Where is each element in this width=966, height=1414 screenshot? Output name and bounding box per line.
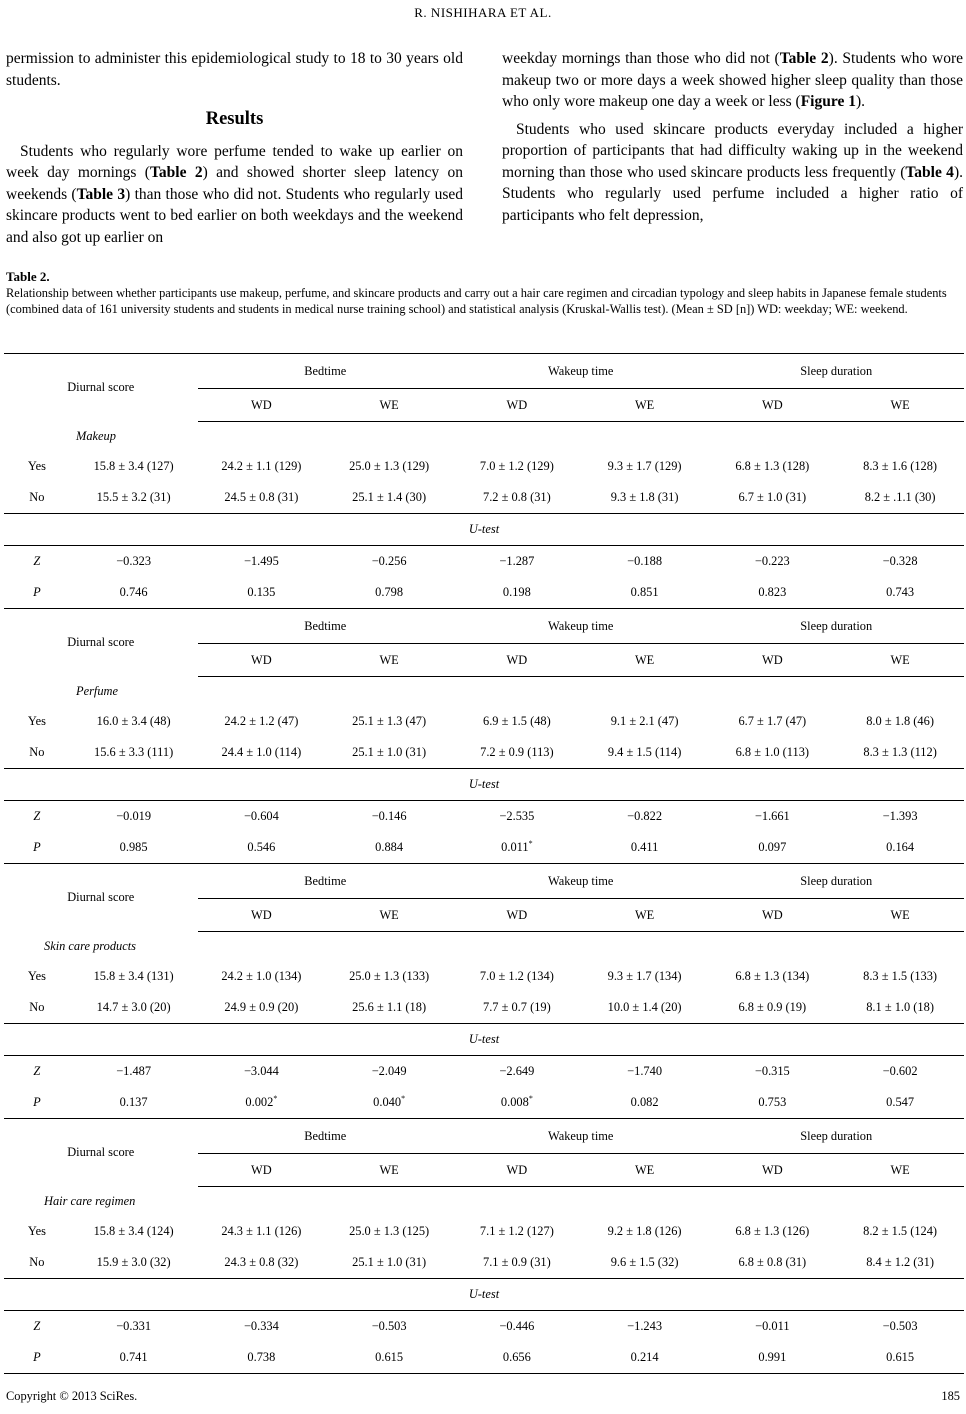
p-value-text: 0.656 — [502, 1350, 531, 1364]
we-header: WE — [836, 389, 964, 422]
table-cell: 7.1 ± 0.9 (31) — [453, 1247, 581, 1279]
we-header: WE — [836, 1154, 964, 1187]
p-value-text: 0.823 — [758, 585, 787, 599]
z-row — [4, 801, 964, 833]
table-cell: 25.1 ± 1.0 (31) — [325, 737, 453, 769]
p-value — [708, 832, 836, 864]
p-value — [70, 1342, 198, 1374]
category-row — [4, 1187, 964, 1217]
sleep-duration-header: Sleep duration — [708, 354, 964, 389]
p-value — [453, 577, 581, 609]
p-value — [581, 1342, 709, 1374]
table-row — [4, 451, 964, 482]
p-value — [70, 577, 198, 609]
table-row — [4, 1216, 964, 1247]
table-label: Table 2. — [6, 269, 50, 284]
p-value — [836, 577, 964, 609]
wd-header: WD — [198, 644, 326, 677]
table-cell: 7.7 ± 0.7 (19) — [453, 992, 581, 1024]
table-header-row — [4, 864, 964, 899]
p-value — [325, 832, 453, 864]
table-cell: 25.1 ± 1.0 (31) — [325, 1247, 453, 1279]
table-cell: 9.4 ± 1.5 (114) — [581, 737, 709, 769]
category-label: Makeup — [76, 429, 116, 443]
z-value: −1.740 — [627, 1064, 663, 1078]
z-label: Z — [33, 809, 41, 823]
p-value — [708, 1342, 836, 1374]
row-label: No — [4, 737, 70, 769]
table-cell: 25.0 ± 1.3 (125) — [349, 1224, 430, 1238]
wakeup-time-header: Wakeup time — [453, 354, 708, 389]
significance-marker: * — [528, 1094, 533, 1104]
table-cell: 8.3 ± 1.6 (128) — [863, 459, 938, 473]
table-cell: 7.0 ± 1.2 (134) — [479, 969, 554, 983]
utest-row — [4, 1279, 964, 1311]
table-cell: 6.8 ± 1.0 (113) — [708, 737, 836, 769]
table-cell: 24.2 ± 1.2 (47) — [224, 714, 299, 728]
significance-marker: * — [401, 1094, 406, 1104]
p-value-text: 0.137 — [119, 1095, 148, 1109]
p-label: P — [33, 1095, 41, 1109]
p-value-text: 0.615 — [886, 1350, 915, 1364]
results-heading: Results — [205, 109, 264, 129]
wakeup-time-header: Wakeup time — [453, 864, 708, 899]
running-head: R. NISHIHARA ET AL. — [414, 5, 552, 20]
table-cell: 24.3 ± 1.1 (126) — [221, 1224, 302, 1238]
table-row — [4, 1247, 964, 1279]
z-value: −0.188 — [627, 554, 663, 568]
wd-header: WD — [453, 899, 581, 932]
p-value — [836, 1342, 964, 1374]
p-value — [198, 577, 326, 609]
p-value — [581, 577, 709, 609]
p-value-text: 0.002 — [245, 1095, 274, 1110]
table-cell: 9.3 ± 1.7 (134) — [607, 969, 682, 983]
diurnal-score-header: Diurnal score — [4, 354, 198, 422]
table-cell: 24.5 ± 0.8 (31) — [198, 482, 326, 514]
table-caption — [6, 269, 964, 317]
z-value: −3.044 — [243, 1064, 279, 1078]
row-label: Yes — [27, 969, 46, 983]
z-label: Z — [33, 1319, 41, 1333]
p-value-text: 0.798 — [375, 585, 404, 599]
right-paragraph-1: weekday mornings than those who did not (Table 2). Students who wore makeup two or more days a week showed higher sleep quality than those who only wore makeup one day a week or less (Figure 1). — [502, 50, 963, 110]
z-value: −0.223 — [754, 554, 790, 568]
p-value — [453, 1342, 581, 1374]
bedtime-header: Bedtime — [198, 609, 454, 644]
utest-row — [4, 1024, 964, 1056]
z-value: −1.661 — [754, 809, 790, 823]
row-label: Yes — [27, 459, 46, 473]
p-value-text: 0.097 — [758, 840, 787, 854]
right-column — [502, 48, 963, 226]
p-value — [581, 832, 709, 864]
row-label: No — [4, 482, 70, 514]
row-label: No — [4, 992, 70, 1024]
table-cell: 24.4 ± 1.0 (114) — [198, 737, 326, 769]
p-value — [70, 1087, 198, 1119]
figure-1-ref[interactable]: Figure 1 — [800, 93, 856, 110]
table-cell: 15.8 ± 3.4 (131) — [93, 969, 174, 983]
p-value — [70, 832, 198, 864]
p-value — [708, 1087, 836, 1119]
p-value-text: 0.011 — [501, 840, 529, 855]
table-cell: 9.3 ± 1.7 (129) — [607, 459, 682, 473]
p-value — [708, 577, 836, 609]
z-value: −0.019 — [116, 809, 152, 823]
bedtime-header: Bedtime — [198, 864, 454, 899]
table-cell: 14.7 ± 3.0 (20) — [70, 992, 198, 1024]
z-value: −0.446 — [499, 1319, 535, 1333]
p-label: P — [33, 840, 41, 854]
table-cell: 24.3 ± 0.8 (32) — [198, 1247, 326, 1279]
wakeup-time-header: Wakeup time — [453, 609, 708, 644]
p-row — [4, 1342, 964, 1374]
we-header: WE — [325, 1154, 453, 1187]
bedtime-header: Bedtime — [198, 1119, 454, 1154]
wd-header: WD — [708, 389, 836, 422]
utest-label: U-test — [4, 514, 964, 546]
table-cell: 8.2 ± .1.1 (30) — [836, 482, 964, 514]
category-label: Perfume — [76, 684, 118, 698]
p-value-text: 0.741 — [119, 1350, 148, 1364]
we-header: WE — [581, 899, 709, 932]
table-cell: 8.4 ± 1.2 (31) — [836, 1247, 964, 1279]
z-value: −0.146 — [371, 809, 407, 823]
p-value-text: 0.753 — [758, 1095, 787, 1109]
p-row — [4, 1087, 964, 1119]
p-value — [453, 832, 581, 864]
row-label: No — [4, 1247, 70, 1279]
significance-marker: * — [528, 839, 533, 849]
we-header: WE — [836, 644, 964, 677]
diurnal-score-header: Diurnal score — [4, 1119, 198, 1187]
data-table — [4, 353, 964, 1374]
we-header: WE — [325, 644, 453, 677]
p-value-text: 0.164 — [886, 840, 915, 854]
z-value: −0.011 — [755, 1319, 790, 1333]
sleep-duration-header: Sleep duration — [708, 864, 964, 899]
table-4-ref[interactable]: Table 4 — [905, 163, 954, 181]
z-row — [4, 1056, 964, 1088]
wd-header: WD — [708, 644, 836, 677]
table-row — [4, 992, 964, 1024]
table-cell: 8.1 ± 1.0 (18) — [836, 992, 964, 1024]
table-cell: 9.3 ± 1.8 (31) — [581, 482, 709, 514]
p-value-text: 0.738 — [247, 1350, 276, 1364]
p-value-text: 0.198 — [502, 585, 531, 599]
table-cell: 7.0 ± 1.2 (129) — [479, 459, 554, 473]
row-label: Yes — [27, 714, 46, 728]
table-cell: 15.8 ± 3.4 (124) — [93, 1224, 174, 1238]
p-value-text: 0.135 — [247, 585, 276, 599]
sleep-duration-header: Sleep duration — [708, 609, 964, 644]
z-value: −2.535 — [499, 809, 535, 823]
p-value-text: 0.547 — [886, 1095, 915, 1109]
utest-label: U-test — [4, 1024, 964, 1056]
z-value: −0.315 — [754, 1064, 790, 1078]
p-value-text: 0.743 — [886, 585, 915, 599]
z-value: −0.604 — [243, 809, 279, 823]
we-header: WE — [581, 644, 709, 677]
we-header: WE — [325, 899, 453, 932]
wd-header: WD — [198, 899, 326, 932]
z-value: −0.334 — [243, 1319, 279, 1333]
table-cell: 25.1 ± 1.4 (30) — [325, 482, 453, 514]
p-value — [325, 1087, 453, 1119]
table-cell: 9.6 ± 1.5 (32) — [581, 1247, 709, 1279]
table-cell: 6.7 ± 1.7 (47) — [738, 714, 807, 728]
p-value-text: 0.851 — [630, 585, 659, 599]
p-value-text: 0.040 — [373, 1095, 402, 1110]
right-paragraph-2: Students who used skincare products everyday included a higher proportion of participants that had difficulty waking up in the weekend morning than those who used skincare products less frequently (Table 4). Students who regularly used perfume included a higher ratio of participants who felt depression, — [502, 120, 963, 224]
p-row — [4, 832, 964, 864]
z-label: Z — [33, 1064, 41, 1078]
category-row — [4, 677, 964, 707]
table-header-row — [4, 1119, 964, 1154]
row-label: Yes — [27, 1224, 46, 1238]
category-row — [4, 422, 964, 452]
table-cell: 6.8 ± 0.9 (19) — [708, 992, 836, 1024]
diurnal-score-header: Diurnal score — [4, 864, 198, 932]
table-caption-text: Relationship between whether participants use makeup, perfume, and skincare products and carry out a hair care regimen and circadian typology and sleep habits in Japanese female students (combined data of 161 university students and students in medical nurse training school) and statistical analysis (Kruskal-Wallis test). (Mean ± SD [n]) WD: weekday; WE: weekend. — [6, 286, 947, 316]
p-value-text: 0.746 — [119, 585, 148, 599]
table-cell: 6.8 ± 1.3 (126) — [735, 1224, 810, 1238]
table-cell: 6.8 ± 1.3 (134) — [735, 969, 810, 983]
table-2-ref[interactable]: Table 2 — [779, 50, 829, 67]
z-value: −1.393 — [882, 809, 918, 823]
p-value-text: 0.615 — [375, 1350, 404, 1364]
z-value: −1.243 — [627, 1319, 663, 1333]
table-cell: 7.1 ± 1.2 (127) — [479, 1224, 554, 1238]
category-row — [4, 932, 964, 962]
table-cell: 24.9 ± 0.9 (20) — [198, 992, 326, 1024]
p-value-text: 0.082 — [630, 1095, 659, 1109]
table-cell: 25.0 ± 1.3 (129) — [349, 459, 430, 473]
wd-header: WD — [708, 1154, 836, 1187]
table-cell: 16.0 ± 3.4 (48) — [96, 714, 171, 728]
z-value: −2.649 — [499, 1064, 535, 1078]
we-header: WE — [836, 899, 964, 932]
table-header-row — [4, 354, 964, 389]
z-value: −1.495 — [243, 554, 279, 568]
we-header: WE — [581, 389, 709, 422]
p-value — [325, 1342, 453, 1374]
we-header: WE — [581, 1154, 709, 1187]
z-value: −1.487 — [116, 1064, 152, 1078]
p-value — [198, 832, 326, 864]
p-value — [198, 1342, 326, 1374]
left-paragraph-1: permission to administer this epidemiological study to 18 to 30 years old students. — [6, 50, 463, 89]
wd-header: WD — [453, 389, 581, 422]
table-2-ref[interactable]: Table 2 — [149, 164, 203, 181]
p-label: P — [33, 585, 41, 599]
z-value: −0.331 — [116, 1319, 152, 1333]
z-value: −0.328 — [882, 554, 918, 568]
table-cell: 8.0 ± 1.8 (46) — [866, 714, 934, 728]
z-row — [4, 546, 964, 578]
table-row — [4, 706, 964, 737]
utest-row — [4, 769, 964, 801]
utest-row — [4, 514, 964, 546]
table-cell: 10.0 ± 1.4 (20) — [581, 992, 709, 1024]
z-value: −0.602 — [882, 1064, 918, 1078]
p-value-text: 0.884 — [375, 840, 404, 854]
z-value: −0.323 — [116, 554, 152, 568]
p-label: P — [4, 1342, 70, 1374]
table-cell: 15.9 ± 3.0 (32) — [70, 1247, 198, 1279]
p-value-text: 0.546 — [247, 840, 276, 854]
table-cell: 15.8 ± 3.4 (127) — [93, 459, 174, 473]
significance-marker: * — [273, 1094, 278, 1104]
z-value: −2.049 — [371, 1064, 407, 1078]
p-value — [836, 1087, 964, 1119]
table-cell: 25.1 ± 1.3 (47) — [352, 714, 427, 728]
p-value-text: 0.214 — [630, 1350, 659, 1364]
table-cell: 24.2 ± 1.0 (134) — [221, 969, 302, 983]
copyright: Copyright © 2013 SciRes. — [6, 1389, 138, 1403]
table-cell: 8.2 ± 1.5 (124) — [863, 1224, 938, 1238]
category-label: Hair care regimen — [44, 1194, 136, 1208]
left-paragraph-2: Students who regularly wore perfume tended to wake up earlier on week day mornings (Table 2) and showed shorter sleep latency on weekends (Table 3) than those who did not. Students who regularly used skincare products went to bed earlier on both weekdays and the weekend and also got up earlier on — [6, 142, 463, 246]
table-cell: 8.3 ± 1.3 (112) — [836, 737, 964, 769]
wd-header: WD — [453, 1154, 581, 1187]
table-cell: 15.5 ± 3.2 (31) — [70, 482, 198, 514]
p-value-text: 0.008 — [500, 1095, 529, 1110]
table-cell: 9.1 ± 2.1 (47) — [610, 714, 679, 728]
table-cell: 7.2 ± 0.8 (31) — [453, 482, 581, 514]
table-row — [4, 482, 964, 514]
table-cell: 25.6 ± 1.1 (18) — [325, 992, 453, 1024]
p-value — [198, 1087, 326, 1119]
page-number: 185 — [941, 1389, 960, 1403]
table-cell: 6.7 ± 1.0 (31) — [708, 482, 836, 514]
table-cell: 6.9 ± 1.5 (48) — [483, 714, 551, 728]
wd-header: WD — [198, 1154, 326, 1187]
table-cell: 9.2 ± 1.8 (126) — [607, 1224, 682, 1238]
wakeup-time-header: Wakeup time — [453, 1119, 708, 1154]
table-cell: 7.2 ± 0.9 (113) — [453, 737, 581, 769]
z-value: −1.287 — [499, 554, 535, 568]
utest-label: U-test — [4, 769, 964, 801]
z-value: −0.503 — [371, 1319, 407, 1333]
we-header: WE — [325, 389, 453, 422]
table-cell: 6.8 ± 0.8 (31) — [708, 1247, 836, 1279]
table-header-row — [4, 609, 964, 644]
z-value: −0.822 — [627, 809, 663, 823]
sleep-duration-header: Sleep duration — [708, 1119, 964, 1154]
category-label: Skin care products — [44, 939, 136, 953]
p-value — [453, 1087, 581, 1119]
table-row — [4, 961, 964, 992]
p-row — [4, 577, 964, 609]
utest-label: U-test — [4, 1279, 964, 1311]
wd-header: WD — [708, 899, 836, 932]
table-row — [4, 737, 964, 769]
z-label: Z — [33, 554, 41, 568]
table-cell: 24.2 ± 1.1 (129) — [221, 459, 302, 473]
p-value — [581, 1087, 709, 1119]
wd-header: WD — [453, 644, 581, 677]
wd-header: WD — [198, 389, 326, 422]
diurnal-score-header: Diurnal score — [4, 609, 198, 677]
p-value — [836, 832, 964, 864]
p-value-text: 0.411 — [630, 840, 659, 854]
table-cell: 8.3 ± 1.5 (133) — [863, 969, 938, 983]
p-value — [325, 577, 453, 609]
bedtime-header: Bedtime — [198, 354, 454, 389]
z-value: −0.256 — [371, 554, 407, 568]
table-3-ref[interactable]: Table 3 — [76, 185, 126, 203]
left-column — [6, 48, 463, 248]
table-cell: 15.6 ± 3.3 (111) — [70, 737, 198, 769]
table-cell: 6.8 ± 1.3 (128) — [735, 459, 810, 473]
z-row — [4, 1311, 964, 1343]
table-cell: 25.0 ± 1.3 (133) — [349, 969, 430, 983]
p-value-text: 0.985 — [119, 840, 148, 854]
z-value: −0.503 — [882, 1319, 918, 1333]
p-value-text: 0.991 — [758, 1350, 787, 1364]
